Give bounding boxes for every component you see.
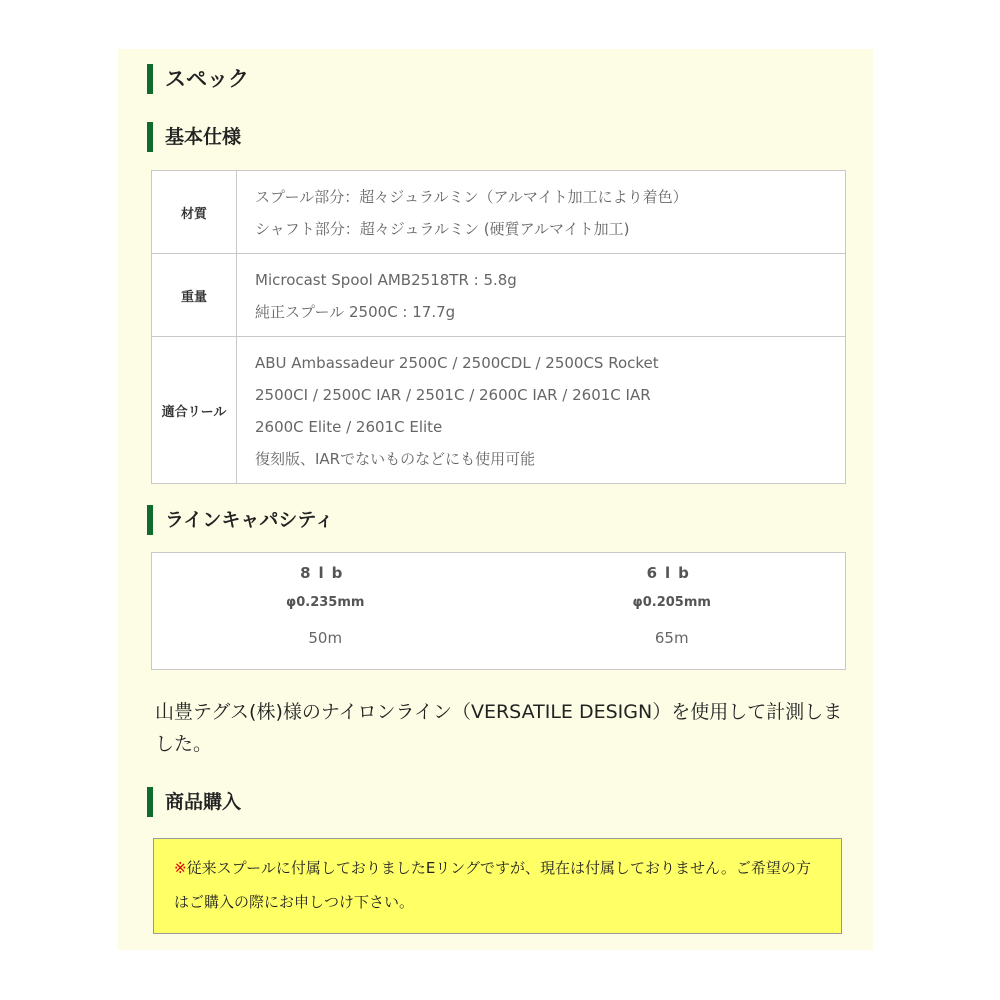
value-line: 2600C Elite / 2601C Elite — [255, 418, 443, 436]
notice-text: 従来スプールに付属しておりましたEリングですが、現在は付属しておりません。ご希望の方はご購入の際にお申しつけ下さい。 — [174, 859, 811, 911]
row-value — [237, 171, 846, 254]
capacity-column — [499, 553, 846, 670]
value-line: 復刻版、IARでないものなどにも使用可能 — [255, 450, 536, 468]
line-diameter: φ0.235mm — [286, 595, 365, 610]
row-value — [237, 254, 846, 337]
spec-table — [151, 170, 846, 484]
line-capacity-table — [151, 552, 846, 670]
table-row — [152, 171, 846, 254]
row-label: 適合リール — [152, 337, 237, 484]
value-line: スプール部分：超々ジュラルミン（アルマイト加工により着色） — [255, 188, 688, 206]
section-title: 商品購入 — [165, 791, 242, 813]
row-value — [237, 337, 846, 484]
line-length: 65m — [654, 629, 689, 647]
value-line: ABU Ambassadeur 2500C / 2500CDL / 2500CS Rocket — [255, 354, 659, 372]
row-label: 重量 — [152, 254, 237, 337]
notice-box — [153, 838, 842, 934]
section-heading-line-capacity — [147, 505, 334, 535]
table-row — [152, 337, 846, 484]
section-heading-basic — [147, 122, 241, 152]
value-line: 純正スプール 2500C : 17.7g — [255, 303, 456, 321]
table-row — [152, 553, 846, 670]
line-weight: 8lb — [300, 564, 351, 582]
line-weight: 6lb — [646, 564, 697, 582]
line-length: 50m — [308, 629, 343, 647]
section-title: スペック — [165, 67, 249, 91]
value-line: 2500CI / 2500C IAR / 2501C / 2600C IAR / 2601C IAR — [255, 386, 651, 404]
section-heading-spec — [147, 64, 249, 94]
table-row — [152, 254, 846, 337]
section-heading-purchase — [147, 787, 241, 817]
section-title: 基本仕様 — [165, 126, 242, 148]
capacity-column — [152, 553, 499, 670]
value-line: シャフト部分：超々ジュラルミン (硬質アルマイト加工) — [255, 220, 630, 238]
section-title: ラインキャパシティ — [165, 509, 334, 531]
notice-mark: ※ — [174, 859, 187, 877]
measurement-note: 山豊テグス(株)様のナイロンライン（VERSATILE DESIGN）を使用して計測しました。 — [155, 701, 843, 755]
value-line: Microcast Spool AMB2518TR : 5.8g — [255, 271, 517, 289]
line-diameter: φ0.205mm — [632, 595, 711, 610]
row-label: 材質 — [152, 171, 237, 254]
